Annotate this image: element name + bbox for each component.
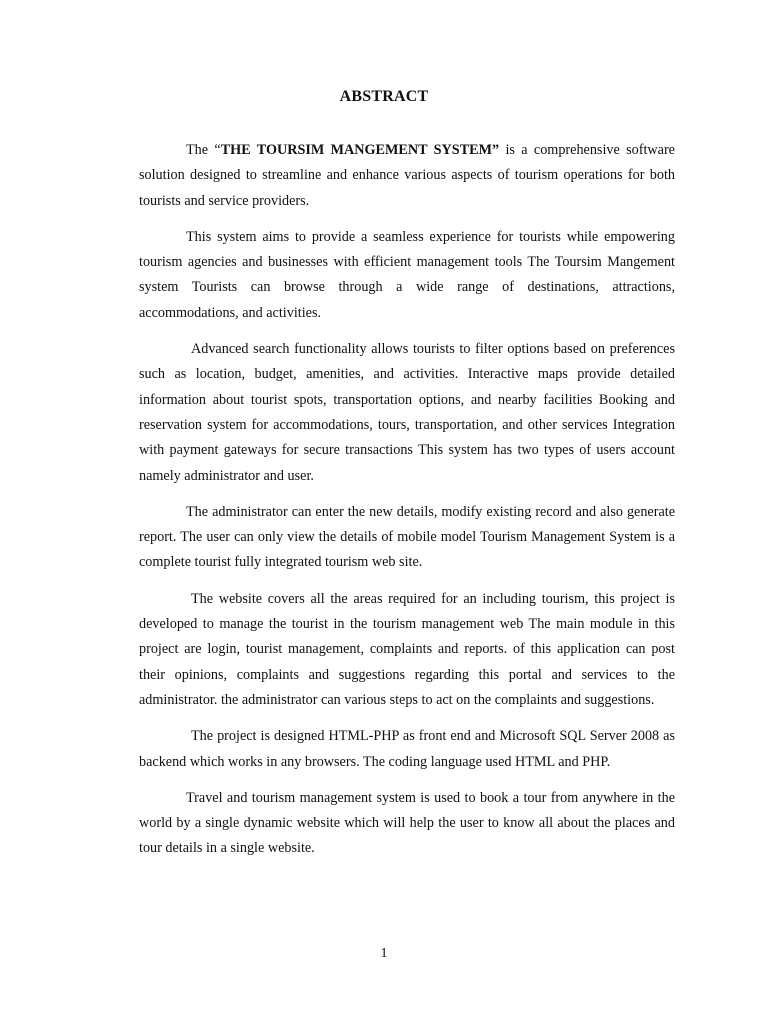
paragraph-search-features: Advanced search functionality allows tourists to filter options based on preferences such as location, budget, amenities, and activities. Interactive maps provide detailed information about tourist spots, transportation options, and nearby facilities Booking and reservation system for accommodations, tours, transportation, and other services Integration with payment gateways for secure transactions This system has two types of users account namely administrator and user. bbox=[139, 341, 675, 484]
abstract-body bbox=[139, 138, 675, 873]
paragraph-intro-suffix: is a comprehensive software solution designed to streamline and enhance various aspects of tourism operations for both tourists and service providers. bbox=[139, 142, 675, 209]
paragraph-technology: The project is designed HTML-PHP as front end and Microsoft SQL Server 2008 as backend which works in any browsers. The coding language used HTML and PHP. bbox=[139, 728, 675, 770]
paragraph-intro bbox=[139, 138, 675, 214]
paragraph-intro-prefix: The “ bbox=[186, 142, 221, 158]
system-name: THE TOURSIM MANGEMENT SYSTEM” bbox=[220, 142, 500, 158]
paragraph-administrator: The administrator can enter the new details, modify existing record and also generate report. The user can only view the details of mobile model Tourism Management System is a complete tourist fully integrated tourism web site. bbox=[139, 503, 675, 571]
page-number: 1 bbox=[380, 946, 388, 961]
paragraph-website-modules: The website covers all the areas required for an including tourism, this project is developed to manage the tourist in the tourism management web The main module in this project are login, tourist management, complaints and reports. of this application can post their opinions, complaints and suggestions regarding this portal and services to the administrator. the administrator can various steps to act on the complaints and suggestions. bbox=[139, 590, 675, 708]
paragraph-system-aims: This system aims to provide a seamless experience for tourists while empowering tourism agencies and businesses with efficient management tools The Toursim Mangement system Tourists can browse through a wide range of destinations, attractions, accommodations, and activities. bbox=[139, 228, 675, 321]
paragraph-conclusion: Travel and tourism management system is used to book a tour from anywhere in the world by a single dynamic website which will help the user to know all about the places and tour details in a single website. bbox=[139, 789, 675, 857]
page-title: ABSTRACT bbox=[339, 88, 429, 105]
